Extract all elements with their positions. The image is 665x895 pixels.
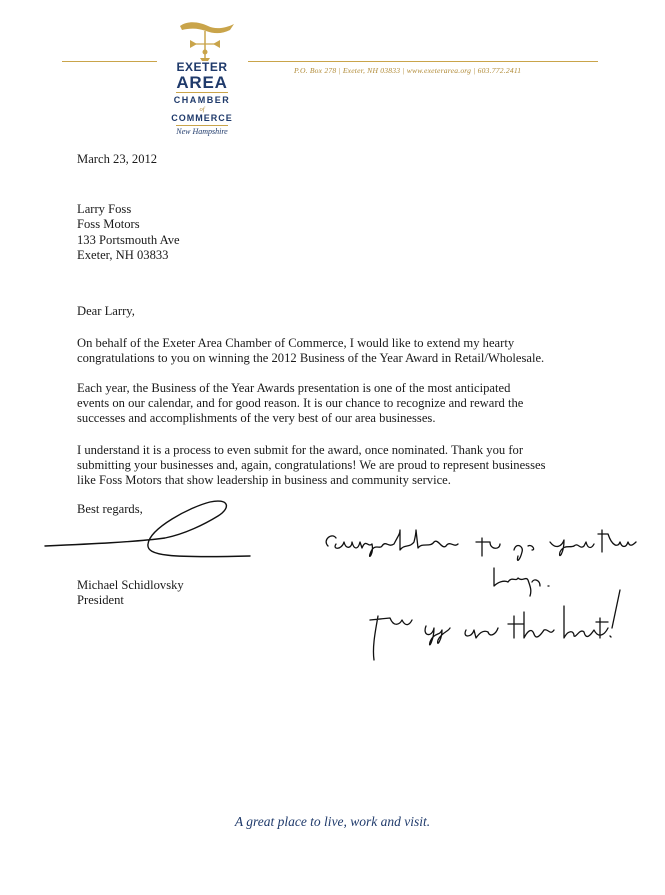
org-line-exeter: EXETER — [176, 60, 228, 74]
org-line-area: AREA — [176, 73, 228, 92]
footer-tagline: A great place to live, work and visit. — [234, 814, 431, 829]
paragraph-line: like Foss Motors that show leadership in business and community service. — [77, 473, 451, 487]
paragraph-line: events on our calendar, and for good reason. It is our chance to recognize and reward the — [77, 396, 524, 410]
paragraph-line: I understand it is a process to even submit for the award, once nominated. Thank you for — [77, 443, 524, 457]
letterhead-address: P.O. Box 278 | Exeter, NH 03833 | www.exeterarea.org | 603.772.2411 — [294, 66, 522, 75]
signature-image — [40, 494, 255, 564]
salutation: Dear Larry, — [77, 304, 135, 318]
org-line-commerce: COMMERCE — [171, 113, 233, 123]
chamber-wordmark — [162, 61, 242, 137]
paragraph-line: Each year, the Business of the Year Awards presentation is one of the most anticipated — [77, 381, 511, 395]
paragraph-line: submitting your businesses and, again, congratulations! We are proud to represent businesses — [77, 458, 546, 472]
closing: Best regards, — [77, 502, 143, 516]
signer-name: Michael Schidlovsky — [77, 578, 184, 592]
org-line-state: New Hampshire — [176, 127, 228, 136]
handwritten-note-image — [318, 520, 638, 665]
wordmark-divider — [176, 125, 228, 126]
letterhead-rule-right — [248, 61, 598, 62]
recipient-company: Foss Motors — [77, 217, 140, 232]
letter-date: March 23, 2012 — [77, 152, 158, 166]
letterhead-rule-left — [62, 61, 157, 62]
recipient-street: 133 Portsmouth Ave — [77, 232, 180, 247]
body-paragraph-1 — [77, 336, 544, 366]
paragraph-line: successes and accomplishments of the very best of our area businesses. — [77, 411, 436, 425]
recipient-city: Exeter, NH 03833 — [77, 247, 169, 262]
signer-title: President — [77, 593, 124, 608]
wordmark-divider — [176, 92, 228, 93]
body-paragraph-2 — [77, 381, 523, 426]
signer-block — [77, 578, 184, 609]
weathervane-logo-icon — [170, 18, 240, 62]
org-line-of: of — [199, 106, 205, 113]
paragraph-line: congratulations to you on winning the 2012 Business of the Year Award in Retail/Wholesale. — [77, 351, 545, 365]
paragraph-line: On behalf of the Exeter Area Chamber of Commerce, I would like to extend my hearty — [77, 336, 515, 350]
body-paragraph-3 — [77, 443, 545, 488]
org-line-chamber: CHAMBER — [173, 95, 231, 105]
recipient-name: Larry Foss — [77, 202, 132, 216]
recipient-address-block — [77, 202, 180, 263]
